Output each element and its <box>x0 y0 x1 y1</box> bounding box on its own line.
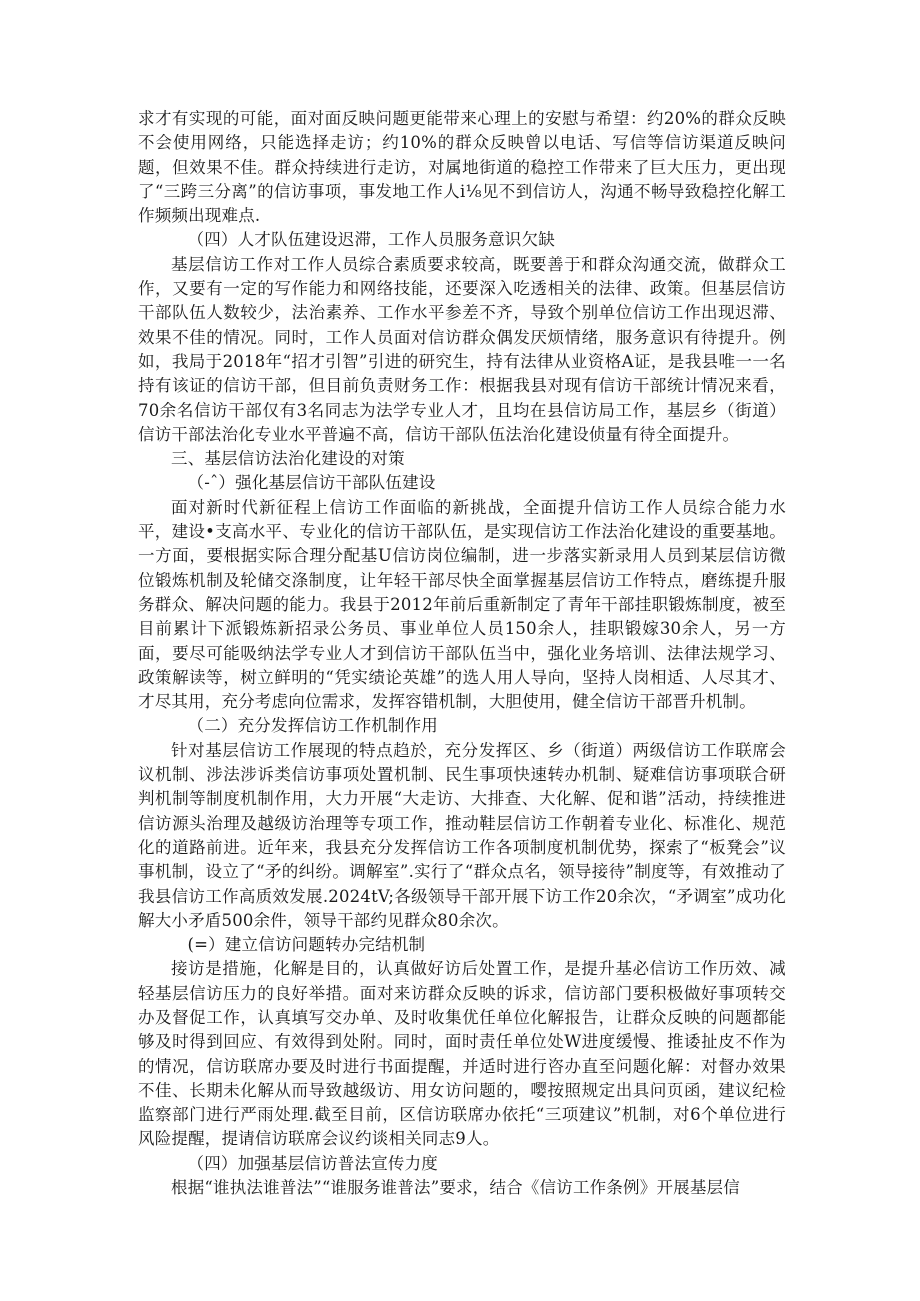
paragraph-intro-continuation: 求才有实现的可能，面对面反映问题更能带来心理上的安慰与希望：约20%的群众反映不会使用网络，只能选择走访；约10%的群众反映曾以电话、写信等信访渠道反映问题，但效果不佳。群众持续进行走访，对属地街道的稳控工作带来了巨大压力，更出现了“三跨三分离”的信访事项，事发地工作人i⅛见不到信访人，沟通不畅导致稳控化解工作频频出现难点. <box>138 109 786 226</box>
paragraph-team-building: 面对新时代新征程上信访工作面临的新挑战，全面提升信访工作人员综合能力水平，建设•支高水平、专业化的信访干部队伍，是实现信访工作法治化建设的重要基地。一方面，要根据实际合理分配基U信访岗位编制，进一步落实新录用人员到某层信访微位锻炼机制及轮储交涤制度，让年轻干部尽快全面掌握基层信访工作特点，磨练提升服务群众、解决问题的能力。我县于2012年前后重新制定了青年干部挂职锻炼制度，被至目前累计下派锻炼新招录公务员、事业单位人员150余人，挂职锻嫁30余人，另一方面，要尽可能吸纳法学专业人才到信访干部队伍当中，强化业务培训、法律法规学习、政策解读等，树立鲜明的“凭实绩论英雄”的选人用人导向，坚持人岗相适、人尽其才、才尽其用，充分考虑向位需求，发挥容错机制，大胆使用，健全信访干部晋升机制。 <box>138 497 786 712</box>
paragraph-legal-publicity: 根据“谁执法谁普法”“谁服务谁普法”要求，结合《信访工作条例》开展基层信 <box>171 1178 740 1198</box>
section-heading-transfer: (=）建立信访问题转办完结机制 <box>187 935 426 955</box>
section-heading-legal-publicity: （四）加强基层信访普法宣传力度 <box>187 1153 438 1173</box>
section-heading-team-building: （-ˆ）强化基层信访干部队伍建设 <box>187 473 436 493</box>
paragraph-talent: 基层信访工作对工作人员综合素质要求较高，既要善于和群众沟通交流，做群众工作，又要有一定的写作能力和网络技能，还要深入吃透相关的法律、政策。但基层信访干部队伍人数较少，法治素养、工作水平参差不齐，导致个别单位信访工作出现迟滞、效果不佳的情况。同时，工作人员面对信访群众偶发厌烦情绪，服务意识有待提升。例如，我局于2018年“招才引智”引进的研究生，持有法律从业资格A证，是我县唯一一名持有该证的信访干部，但目前负责财务工作：根据我县对现有信访干部统计情况来看，70余名信访干部仅有3名同志为法学专业人才，且均在县信访局工作，基层乡（街道）信访干部法治化专业水平普遍不高，信访干部队伍法治化建设侦量有待全面提升。 <box>138 254 786 444</box>
paragraph-transfer: 接访是措施，化解是目的，认真做好访后处置工作，是提升基必信访工作历效、减轻基层信访压力的良好举措。面对来访群众反映的诉求，信访部门要积极做好事项转交办及督促工作，认真填写交办单、及时收集优任单位化解报告，让群众反映的问题都能够及时得到回应、有效得到处附。同时，面时责任单位处W进度缓慢、推诿扯皮不作为的情况，信访联席办要及时进行书面提醒，并适时进行咨办直至问题化解：对督办效果不佳、长期未化解从而导致越级访、用女访问题的，嘤按照规定出具问页函，建议纪检监察部门进行严雨处理.截至目前，区信访联席办依托“三项建议”机制，对6个单位进行风险提醒，提请信访联席会议约谈相关同志9人。 <box>138 959 786 1149</box>
section-heading-talent: （四）人才队伍建设迟滞，工作人员服务意识欠缺 <box>187 230 555 250</box>
chapter-heading-countermeasures: 三、基层信访法治化建设的对策 <box>171 449 405 469</box>
paragraph-mechanism: 针对基层信访工作展现的特点趋於，充分发挥区、乡（街道）两级信访工作联席会议机制、涉法涉诉类信访事项处置机制、民生事项快速转办机制、疑难信访事项联合研判机制等制度机制作用，大力开展“大走访、大排查、大化解、促和谐”活动，持续推进信访源头治理及越级访治理等专项工作，推动鞋层信访工作朝着专业化、标准化、规范化的道路前进。近年来，我县充分发挥信访工作各项制度机制优势，探索了“板凳会”议事机制，设立了“矛的纠纷。调解室”.实行了“群众点名，领导接待”制度等，有效推动了我县信访工作高质效发展.2024tV;各级领导干部开展下访工作20余次，“矛调室”成功化解大小矛盾500余件，领导干部约见群众80余次。 <box>138 740 786 930</box>
document-page <box>138 107 786 1200</box>
section-heading-mechanism: （二）充分发挥信访工作机制作用 <box>187 716 438 736</box>
